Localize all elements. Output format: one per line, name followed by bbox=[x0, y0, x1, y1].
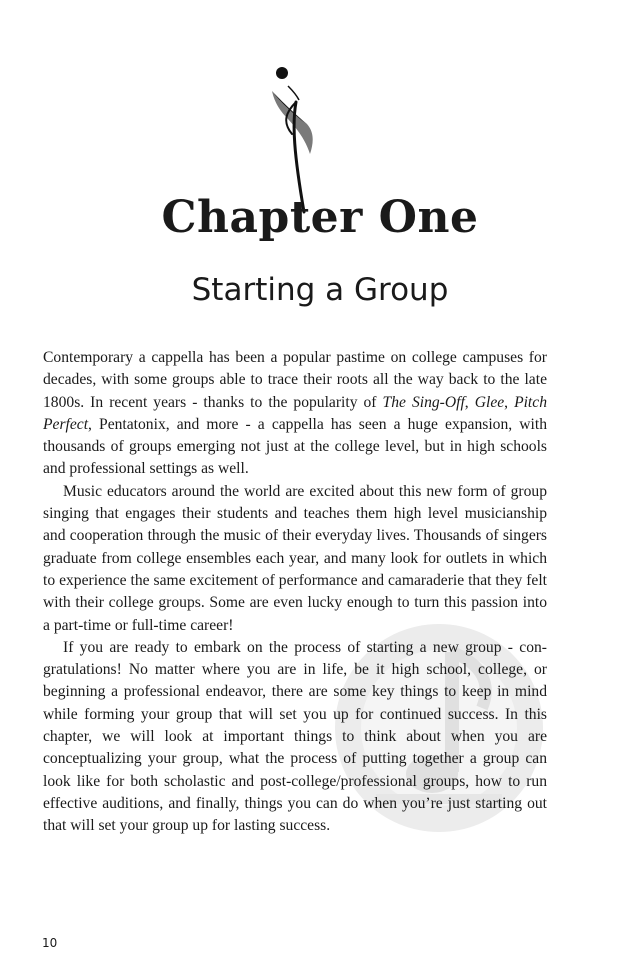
chapter-title: Chapter One bbox=[161, 192, 479, 243]
show-title-glee: Glee bbox=[474, 393, 505, 411]
paragraph-3 bbox=[43, 637, 547, 838]
text-segment: If you are ready to embark on the process of starting a new group - con-gratulations! No matter where you are in life, be it high school, college, or beginning a professional endeavor, there are some key things to keep in mind while forming your group that will set you up for continued success. In this chapter, we will look at important things to think about when you are conceptualizing your group, what the process of putting together a group can look like for both scholastic and post-college/professional groups, how to run effective auditions, and finally, things you can do when you’re just starting out that will set your group up for lasting success. bbox=[43, 638, 547, 835]
chapter-subtitle: Starting a Group bbox=[191, 272, 449, 308]
text-segment: Contemporary a cappella has been a popular pastime on college campuses for decades, with some groups able to trace their roots all the way back to the late 1800s. In recent years - thanks to the popularity of bbox=[43, 349, 547, 411]
page-number: 10 bbox=[42, 936, 58, 950]
text-segment: Music educators around the world are excited about this new form of group singing that engages their students and teaches them high level musicianship and cooperation through the music of their everyday lives. Thousands of singers graduate from college ensembles each year, and many look for outlets in which to experience the same excitement of performance and camaraderie that they felt with their college groups. Some are even lucky enough to turn this passion into a part-time or full-time career! bbox=[43, 482, 547, 634]
paragraph-1 bbox=[43, 347, 547, 481]
text-segment: , bbox=[464, 393, 475, 411]
body-text bbox=[43, 347, 547, 838]
paragraph-2 bbox=[43, 481, 547, 637]
movie-title-pitch-perfect: Pitch Perfect bbox=[43, 393, 547, 433]
text-segment: , bbox=[504, 393, 515, 411]
text-segment: , Pentatonix, and more - a cappella has seen a huge expansion, with thousands of groups emerging not just at the college level, but in high schools and professional settings as well. bbox=[43, 415, 547, 478]
show-title-sing-off: The Sing-Off bbox=[382, 393, 465, 411]
